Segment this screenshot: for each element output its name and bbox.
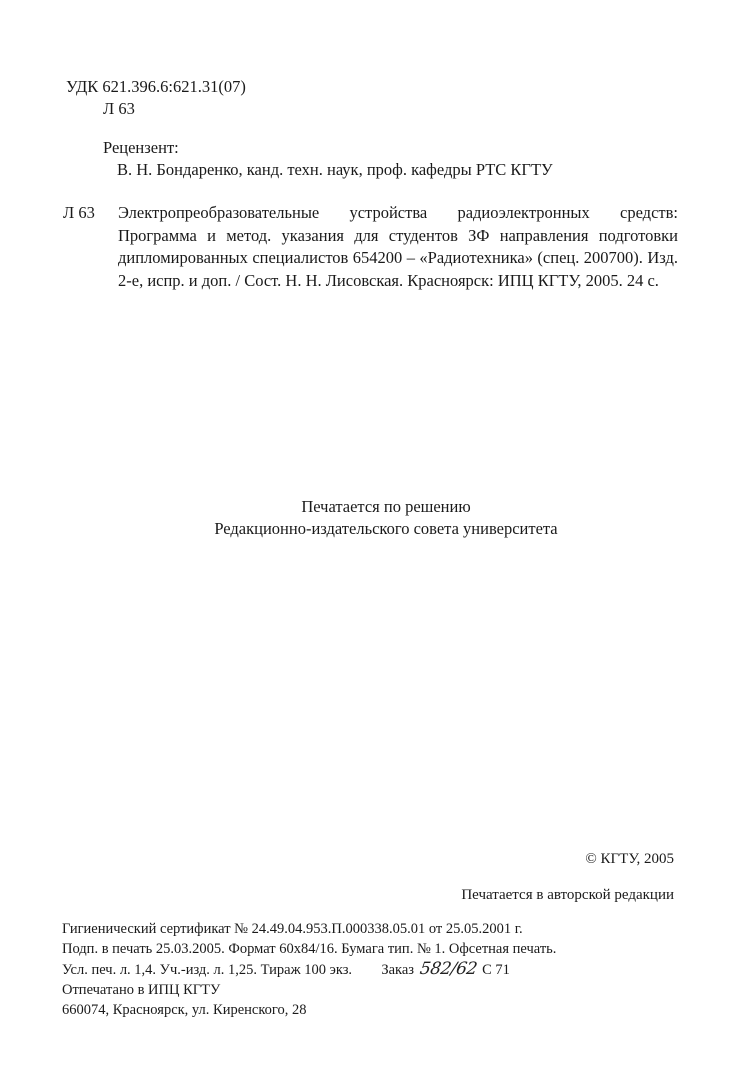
volume-info: Усл. печ. л. 1,4. Уч.-изд. л. 1,25. Тираж 100 экз. <box>62 962 353 978</box>
approval-line-2: Редакционно-издательского совета университета <box>214 519 558 538</box>
reviewer-heading: Рецензент: <box>103 138 179 157</box>
printer-address: 660074, Красноярск, ул. Киренского, 28 <box>62 1002 307 1018</box>
volume-and-order <box>62 959 682 980</box>
reviewer-text: В. Н. Бондаренко, канд. техн. наук, проф. кафедры РТС КГТУ <box>117 160 553 179</box>
copyright-notice: © КГТУ, 2005 <box>585 851 674 867</box>
udk-code: УДК 621.396.6:621.31(07) <box>66 77 246 96</box>
entry-library-code: Л 63 <box>63 203 95 222</box>
library-code: Л 63 <box>103 99 135 118</box>
imprint-block <box>62 919 682 1020</box>
bibliographic-entry: Электропреобразовательные устройства радиоэлектронных средств: Программа и метод. указания для студентов ЗФ направления подготовки дипломированных специалистов 654200 – «Радиотехника» (спец. 200700). Изд. 2-е, испр. и доп. / Сост. Н. Н. Лисовская. Красноярск: ИПЦ КГТУ, 2005. 24 с. <box>118 203 678 290</box>
order-series: С 71 <box>482 962 510 978</box>
authors-edition-note: Печатается в авторской редакции <box>461 887 674 903</box>
hygiene-certificate: Гигиенический сертификат № 24.49.04.953.П.000338.05.01 от 25.05.2001 г. <box>62 921 523 937</box>
printed-at: Отпечатано в ИПЦ КГТУ <box>62 982 221 998</box>
print-details: Подп. в печать 25.03.2005. Формат 60х84/16. Бумага тип. № 1. Офсетная печать. <box>62 941 557 957</box>
handwritten-order-number: 582/62 <box>418 959 478 979</box>
publication-approval <box>0 496 742 540</box>
order-label: Заказ <box>381 962 415 978</box>
approval-line-1: Печатается по решению <box>301 497 471 516</box>
